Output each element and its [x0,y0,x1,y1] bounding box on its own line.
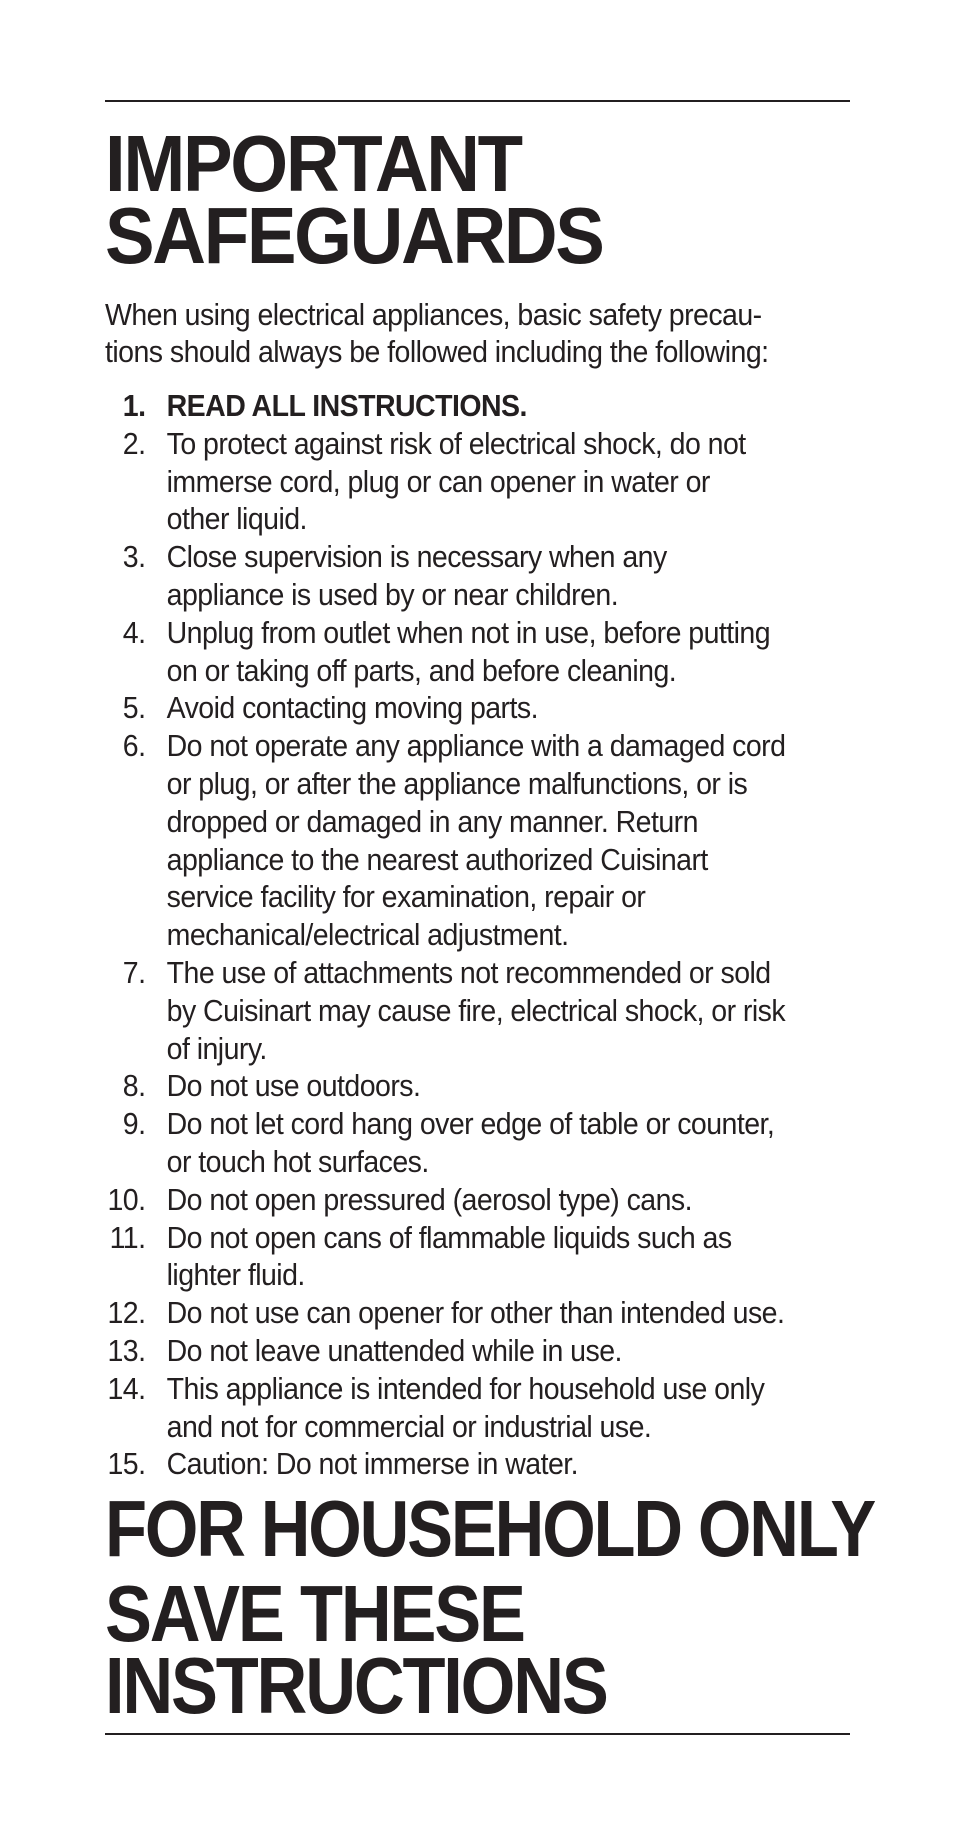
item-text-line: on or taking off parts, and before cleaning. [166,652,677,688]
save-instructions-heading [105,1569,607,1730]
item-text-line: Do not use outdoors. [166,1068,421,1104]
page-title [105,119,603,280]
item-text-line: Do not operate any appliance with a damaged cord [166,728,786,764]
item-text-line: To protect against risk of electrical shock, do not [166,425,746,461]
item-text-line: of injury. [166,1030,267,1066]
item-text-line: Do not use can opener for other than intended use. [166,1295,785,1331]
safeguard-item [105,1181,841,1219]
safeguard-item [105,1294,841,1332]
item-text-line: The use of attachments not recommended or sold [166,954,771,990]
safeguard-item [105,614,841,690]
item-number: 6. [122,728,146,764]
item-text-line: other liquid. [166,501,307,537]
save-line: INSTRUCTIONS [105,1641,607,1730]
item-text-line: by Cuisinart may cause fire, electrical shock, or risk [166,992,786,1028]
safeguard-item [105,538,841,614]
item-number: 11. [109,1219,146,1255]
item-number: 3. [122,539,146,575]
item-number: 9. [122,1106,146,1142]
item-text-line: Avoid contacting moving parts. [166,690,538,726]
safeguard-list [105,387,841,1483]
safeguard-item [105,689,841,727]
safeguard-item [105,1445,841,1483]
save-line: SAVE THESE [105,1569,524,1658]
item-number: 13. [107,1332,146,1368]
item-text-line: appliance is used by or near children. [166,576,619,612]
intro-line: When using electrical appliances, basic safety precau- [105,297,762,332]
household-only-heading: FOR HOUSEHOLD ONLY [105,1484,875,1573]
item-text-line: Do not leave unattended while in use. [166,1332,622,1368]
bottom-divider [105,1733,850,1735]
item-number: 5. [122,690,146,726]
item-text-line: and not for commercial or industrial use. [166,1408,652,1444]
item-text-line: Close supervision is necessary when any [166,539,667,575]
item-text-line: Do not open cans of flammable liquids such as [166,1219,732,1255]
item-number: 2. [122,425,146,461]
item-number: 4. [122,614,146,650]
top-divider [105,100,850,102]
item-text-line: Unplug from outlet when not in use, before putting [166,614,771,650]
item-number: 10. [107,1181,146,1217]
item-text-line: mechanical/electrical adjustment. [166,917,569,953]
item-number: 12. [107,1295,146,1331]
item-number: 7. [122,954,146,990]
item-text-line: READ ALL INSTRUCTIONS. [166,388,527,423]
safeguard-item [105,954,841,1067]
item-text-line: or plug, or after the appliance malfunctions, or is [166,765,748,801]
item-text-line: This appliance is intended for household use only [166,1370,765,1406]
safeguard-item [105,425,841,538]
item-text-line: appliance to the nearest authorized Cuisinart [166,841,708,877]
safeguard-item [105,1105,841,1181]
title-line: SAFEGUARDS [105,191,603,280]
item-text-line: Caution: Do not immerse in water. [166,1446,578,1482]
item-text-line: Do not let cord hang over edge of table or counter, [166,1106,775,1142]
intro-paragraph [105,296,804,370]
safeguard-item [105,1219,841,1295]
item-text-line: service facility for examination, repair or [166,879,646,915]
item-number: 14. [107,1370,146,1406]
item-text-line: Do not open pressured (aerosol type) cans. [166,1181,692,1217]
item-text-line: lighter fluid. [166,1257,305,1293]
safeguard-item [105,1370,841,1446]
item-number: 1. [122,388,146,423]
intro-line: tions should always be followed including the following: [105,334,769,369]
safeguard-item [105,1332,841,1370]
item-text-line: dropped or damaged in any manner. Return [166,803,698,839]
item-number: 8. [122,1068,146,1104]
title-line: IMPORTANT [105,119,521,208]
item-number: 15. [107,1446,146,1482]
item-text-line: immerse cord, plug or can opener in water or [166,463,710,499]
safeguard-item [105,1067,841,1105]
safeguard-item [105,727,841,954]
safeguard-item [105,387,841,425]
item-text-line: or touch hot surfaces. [166,1143,429,1179]
